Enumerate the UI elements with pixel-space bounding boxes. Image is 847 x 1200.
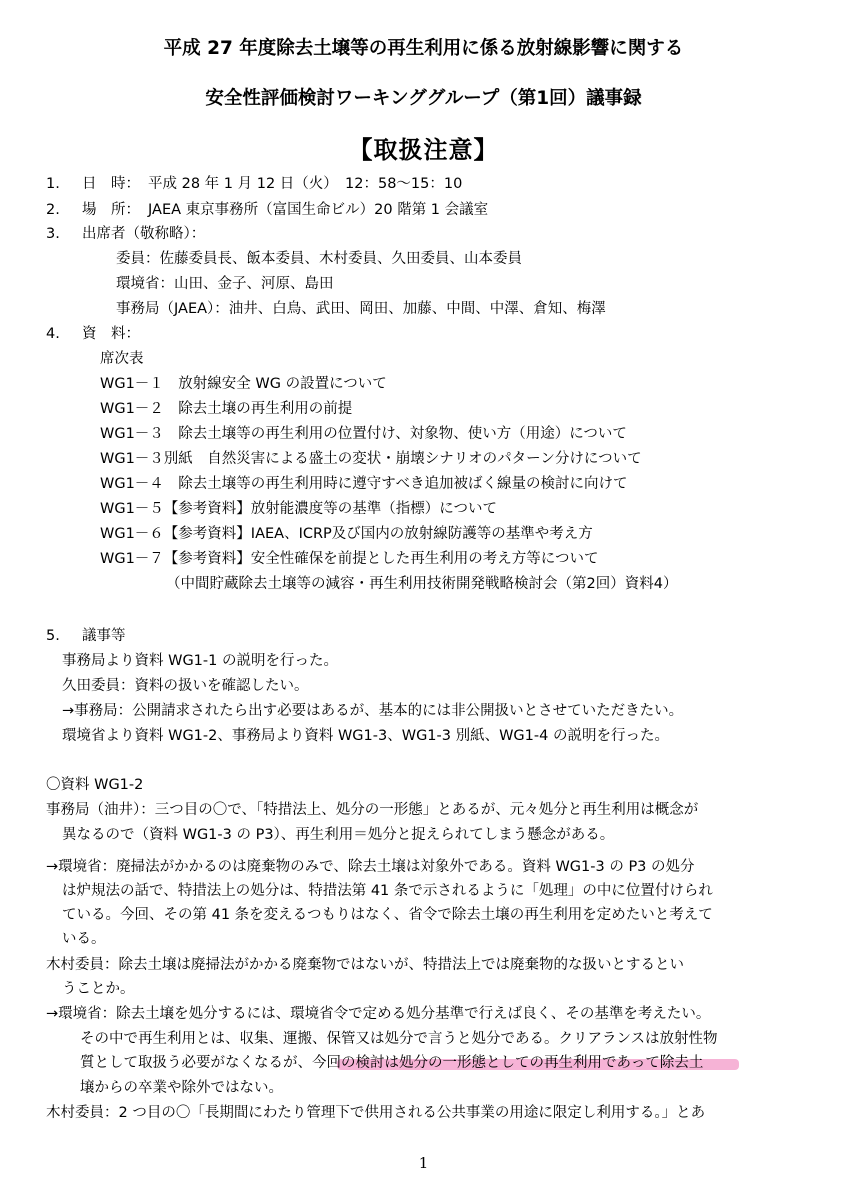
discussion-line: 壌からの卒業や除外ではない。 [80, 1080, 283, 1096]
item-number-5: 5. [46, 628, 60, 644]
discussion-line: いる。 [62, 931, 106, 947]
attendees-secretariat: 事務局（JAEA）：油井、白鳥、武田、岡田、加藤、中間、中澤、倉知、梅澤 [116, 301, 606, 317]
discussion-line: は炉規法の話で、特措法上の処分は、特措法第 41 条で示されるように「処理」の中に位置付けられ [62, 883, 713, 899]
discussion-line: ている。今回、その第 41 条を変えるつもりはなく、省令で除去土壌の再生利用を定めたいと考えて [62, 907, 713, 923]
discussion-line: その中で再生利用とは、収集、運搬、保管又は処分で言うと処分である。クリアランスは放射性物 [80, 1031, 718, 1047]
document-title-line-1: 平成 27 年度除去土壌等の再生利用に係る放射線影響に関する [163, 38, 684, 59]
place-value: JAEA 東京事務所（富国生命ビル）20 階第 1 会議室 [148, 202, 489, 218]
material-item-note: （中間貯蔵除去土壌等の減容・再生利用技術開発戦略検討会（第2回）資料4） [166, 576, 678, 592]
discussion-line: →環境省：廃掃法がかかるのは廃棄物のみで、除去土壌は対象外である。資料 WG1-3 の P3 の処分 [46, 859, 695, 875]
item-number-1: 1. [46, 176, 60, 192]
discussion-line: 木村委員：2 つ目の〇「長期間にわたり管理下で供用される公共事業の用途に限定し利用する。」とあ [46, 1105, 706, 1121]
item-number-4: 4. [46, 326, 60, 342]
item-number-3: 3. [46, 226, 60, 242]
date-label: 日 時： [82, 176, 140, 192]
item-number-2: 2. [46, 202, 60, 218]
materials-label: 資 料： [82, 326, 140, 342]
material-item: WG1－３ 除去土壌等の再生利用の位置付け、対象物、使い方（用途）について [100, 426, 627, 442]
agenda-line: →事務局：公開請求されたら出す必要はあるが、基本的には非公開扱いとさせていただきたい。 [62, 703, 684, 719]
material-item: WG1－３別紙 自然災害による盛土の変状・崩壊シナリオのパターン分けについて [100, 451, 642, 467]
date-value: 平成 28 年 1 月 12 日（火） 12：58〜15：10 [148, 176, 463, 192]
material-item: WG1－５【参考資料】放射能濃度等の基準（指標）について [100, 501, 498, 517]
material-item: WG1－２ 除去土壌の再生利用の前提 [100, 401, 353, 417]
discussion-heading: 〇資料 WG1-2 [46, 777, 144, 793]
page-number: 1 [418, 1154, 429, 1172]
material-item: WG1－６【参考資料】IAEA、ICRP及び国内の放射線防護等の基準や考え方 [100, 526, 593, 542]
discussion-line: うことか。 [62, 981, 135, 997]
material-item: WG1－７【参考資料】安全性確保を前提とした再生利用の考え方等について [100, 551, 599, 567]
agenda-label: 議事等 [82, 628, 126, 644]
material-item: 席次表 [100, 351, 144, 367]
document-title-line-2: 安全性評価検討ワーキンググループ（第1回）議事録 [205, 88, 642, 109]
handling-notice: 【取扱注意】 [348, 136, 499, 164]
discussion-line-highlighted: 質として取扱う必要がなくなるが、今回の検討は処分の一形態としての再生利用であって除去土 [80, 1055, 704, 1071]
discussion-line: →環境省：除去土壌を処分するには、環境省令で定める処分基準で行えば良く、その基準を考えたい。 [46, 1006, 711, 1022]
agenda-line: 環境省より資料 WG1-2、事務局より資料 WG1-3、WG1-3 別紙、WG1-4 の説明を行った。 [62, 728, 669, 744]
attendees-committee: 委員：佐藤委員長、飯本委員、木村委員、久田委員、山本委員 [116, 251, 522, 267]
material-item: WG1－１ 放射線安全 WG の設置について [100, 376, 387, 392]
material-item: WG1－４ 除去土壌等の再生利用時に遵守すべき追加被ばく線量の検討に向けて [100, 476, 628, 492]
place-label: 場 所： [82, 202, 140, 218]
agenda-line: 事務局より資料 WG1-1 の説明を行った。 [62, 653, 338, 669]
attendees-ministry: 環境省：山田、金子、河原、島田 [116, 276, 334, 292]
discussion-line: 木村委員：除去土壌は廃掃法がかかる廃棄物ではないが、特措法上では廃棄物的な扱いとするとい [46, 957, 684, 973]
discussion-line: 事務局（油井）：三つ目の〇で、「特措法上、処分の一形態」とあるが、元々処分と再生利用は概念が [46, 802, 699, 818]
discussion-line: 異なるので（資料 WG1-3 の P3）、再生利用＝処分と捉えられてしまう懸念がある。 [62, 827, 615, 843]
attendees-label: 出席者（敬称略）： [82, 226, 206, 242]
agenda-line: 久田委員：資料の扱いを確認したい。 [62, 678, 309, 694]
